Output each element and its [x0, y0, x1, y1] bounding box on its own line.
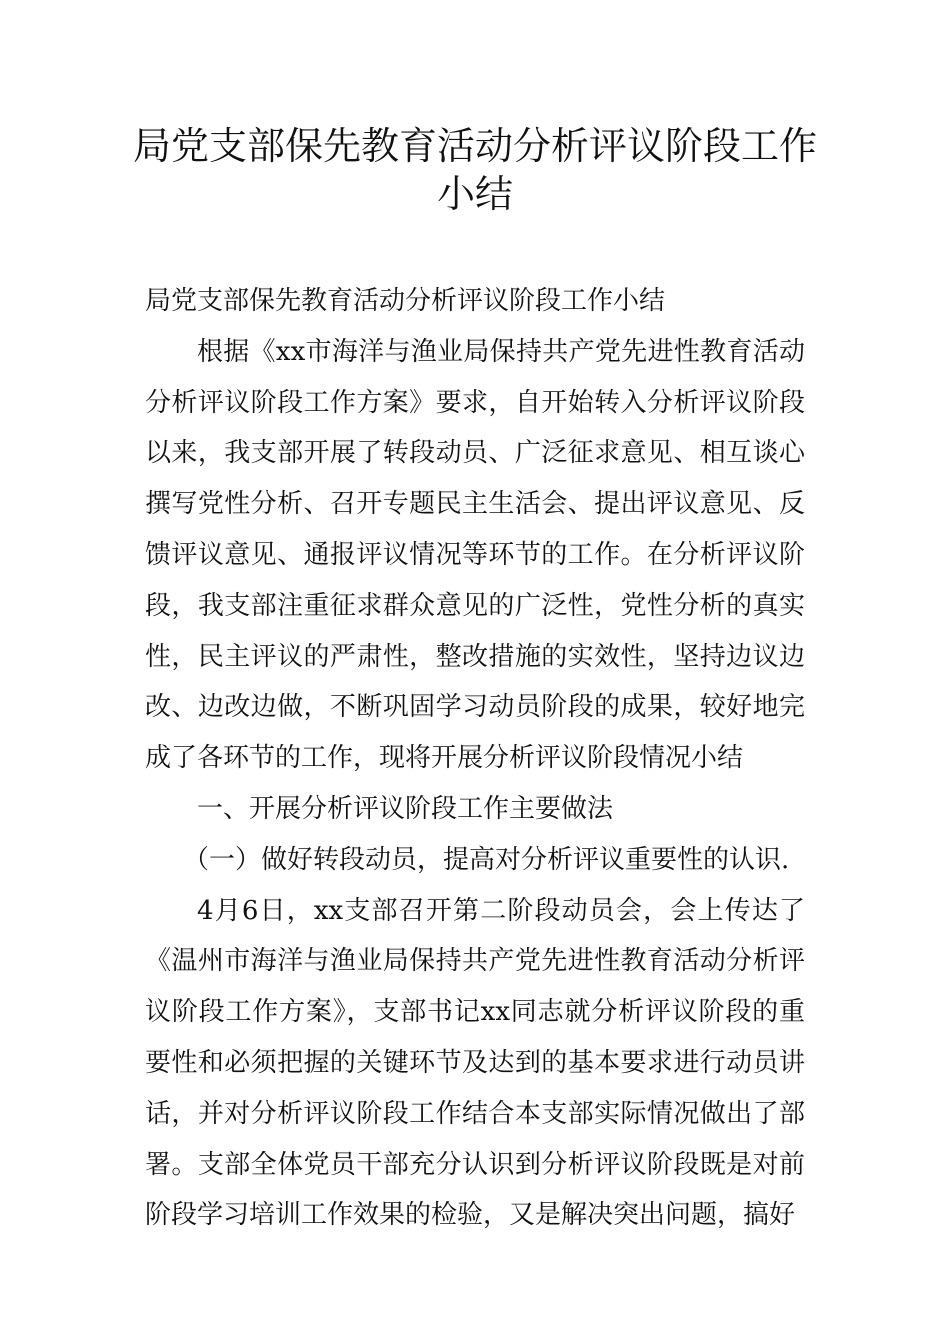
section-heading-1: 一、开展分析评议阶段工作主要做法 [197, 793, 614, 824]
paragraph-mobilization: 4月6日，xx支部召开第二阶段动员会，会上传达了《温州市海洋与渔业局保持共产党先进性教育活动分析评议阶段工作方案》，支部书记xx同志就分析评议阶段的重要性和必须把握的关键环节及达到的基本要求进行动员讲话，并对分析评议阶段工作结合本支部实际情况做出了部署。支部全体党员干部充分认识到分析评议阶段既是对前阶段学习培训工作效果的检验，又是解决突出问题，搞好 [145, 895, 805, 1231]
subsection-heading-1-1: （一）做好转段动员，提高对分析评议重要性的认识. [183, 844, 790, 875]
document-body [145, 276, 805, 1241]
paragraph-intro: 根据《xx市海洋与渔业局保持共产党先进性教育活动分析评议阶段工作方案》要求，自开始转入分析评议阶段以来，我支部开展了转段动员、广泛征求意见、相互谈心撰写党性分析、召开专题民主生活会、提出评议意见、反馈评议意见、通报评议情况等环节的工作。在分析评议阶段，我支部注重征求群众意见的广泛性，党性分析的真实性，民主评议的严肃性，整改措施的实效性，坚持边议边改、边改边做，不断巩固学习动员阶段的成果，较好地完成了各环节的工作，现将开展分析评议阶段情况小结 [145, 336, 805, 774]
subtitle-line: 局党支部保先教育活动分析评议阶段工作小结 [145, 286, 666, 316]
document-title: 局党支部保先教育活动分析评议阶段工作小结 [132, 124, 817, 216]
